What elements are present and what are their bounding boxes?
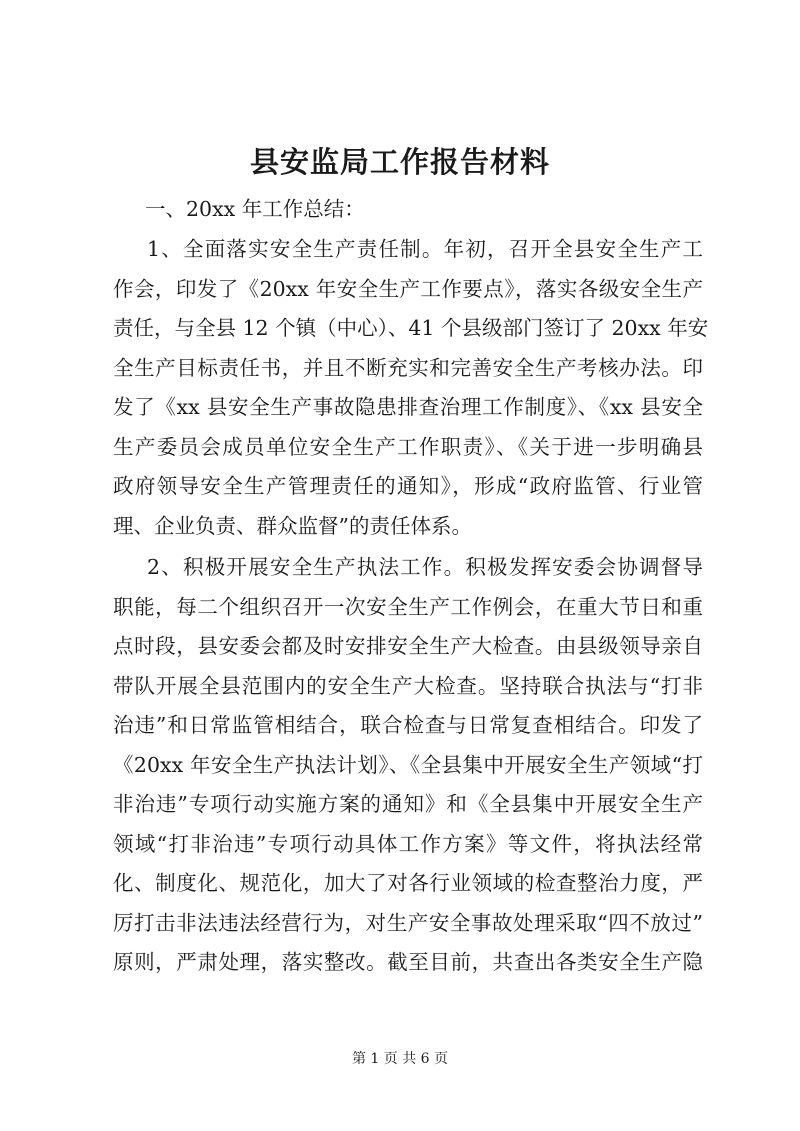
paragraph-line: 治违”和日常监管相结合，联合检查与日常复查相结合。印发了 [113, 713, 703, 737]
paragraph-line: 职能，每二个组织召开一次安全生产工作例会，在重大节日和重 [113, 594, 703, 619]
paragraph-line: 带队开展全县范围内的安全生产大检查。坚持联合执法与“打非 [113, 673, 703, 698]
paragraph-line: 全生产目标责任书，并且不断充实和完善安全生产考核办法。印 [113, 355, 703, 380]
page-footer: 第 1 页 共 6 页 [351, 1051, 449, 1067]
paragraph-line: 理、企业负责、群众监督”的责任体系。 [113, 513, 472, 538]
paragraph-line: 作会，印发了《20xx 年安全生产工作要点》，落实各级安全生产 [113, 276, 703, 301]
section-heading: 一、20xx 年工作总结： [145, 197, 365, 221]
paragraph-line: 化、制度化、规范化，加大了对各行业领域的检查整治力度，严 [113, 871, 703, 895]
paragraph-line: 政府领导安全生产管理责任的通知》，形成“政府监管、行业管 [113, 474, 703, 498]
paragraph-line: 责任，与全县 12 个镇（中心）、41 个县级部门签订了 20xx 年安 [113, 316, 709, 340]
document-title: 县安监局工作报告材料 [249, 145, 550, 179]
paragraph-line: 点时段，县安委会都及时安排安全生产大检查。由县级领导亲自 [113, 634, 703, 658]
paragraph-line: 1、全面落实安全生产责任制。年初，召开全县安全生产工 [147, 237, 703, 261]
paragraph-line: 发了《xx 县安全生产事故隐患排查治理工作制度》、《xx 县安全 [113, 395, 703, 419]
paragraph-line: 生产委员会成员单位安全生产工作职责》、《关于进一步明确县 [113, 434, 703, 459]
paragraph-line: 原则，严肃处理，落实整改。截至目前，共查出各类安全生产隐 [113, 950, 703, 974]
paragraph-2 [113, 548, 703, 983]
paragraph-1 [113, 230, 709, 546]
paragraph-line: 《20xx 年安全生产执法计划》、《全县集中开展安全生产领域“打 [113, 752, 703, 777]
paragraph-line: 非治违”专项行动实施方案的通知》和《全县集中开展安全生产 [113, 792, 703, 816]
paragraph-line: 2、积极开展安全生产执法工作。积极发挥安委会协调督导 [147, 555, 703, 579]
paragraph-line: 领域“打非治违”专项行动具体工作方案》等文件，将执法经常 [113, 831, 703, 856]
paragraph-line: 厉打击非法违法经营行为，对生产安全事故处理采取“四不放过” [113, 910, 703, 935]
